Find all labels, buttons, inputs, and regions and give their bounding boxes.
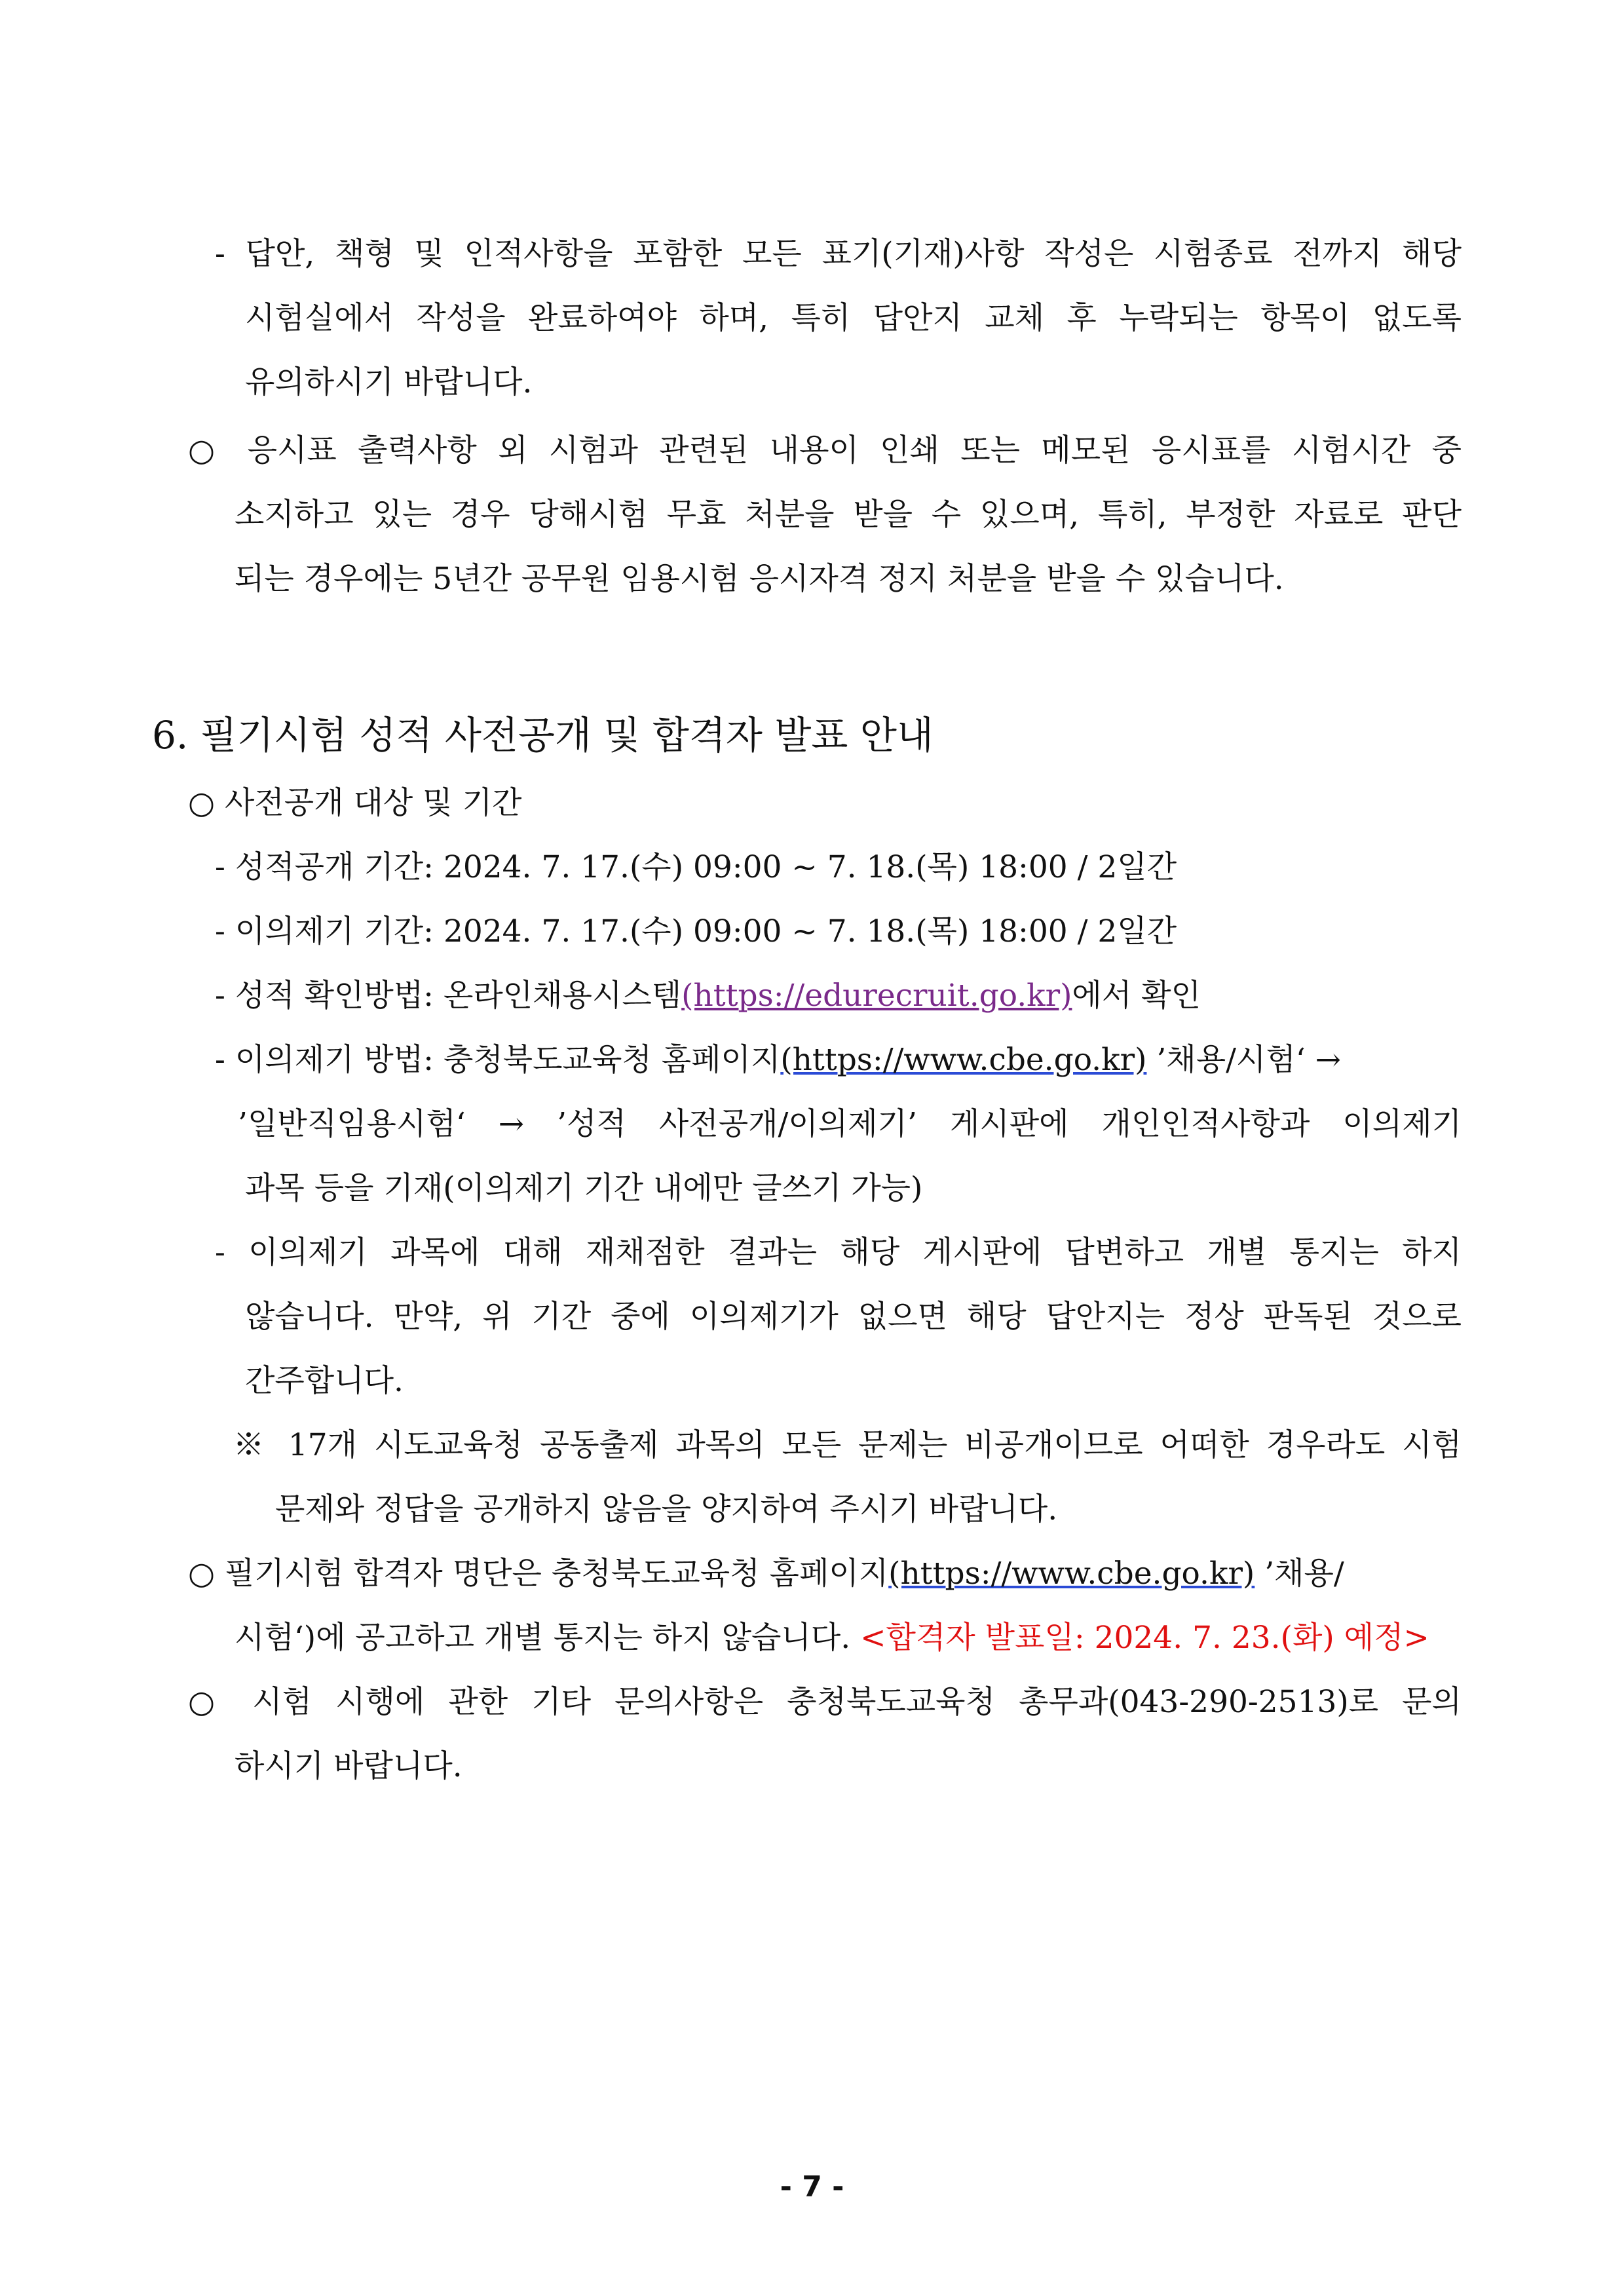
objection-result-line-1: - 이의제기 과목에 대해 재채점한 결과는 해당 게시판에 답변하고 개별 통지는 하지 [215, 1234, 1462, 1271]
objection-method-line-1 [215, 1041, 1341, 1080]
disclosure-target-title: ○ 사전공개 대상 및 기간 [188, 785, 522, 821]
score-check-method-suffix: 에서 확인 [1072, 978, 1201, 1014]
answer-sheet-note-line-3: 유의하시기 바랍니다. [245, 364, 533, 400]
non-disclosure-note-line-1: ※ 17개 시도교육청 공동출제 과목의 모든 문제는 비공개이므로 어떠한 경우라도 시험 [233, 1427, 1462, 1463]
answer-sheet-note-line-1: - 답안, 책형 및 인적사항을 포함한 모든 표기(기재)사항 작성은 시험종료 전까지 해당 [215, 236, 1462, 272]
objection-result-line-3: 간주합니다. [245, 1363, 404, 1399]
score-disclosure-period: - 성적공개 기간: 2024. 7. 17.(수) 09:00 ~ 7. 18.(목) 18:00 / 2일간 [215, 849, 1177, 885]
pass-list-path: ’채용/ [1255, 1556, 1344, 1592]
announcement-date: <합격자 발표일: 2024. 7. 23.(화) 예정> [860, 1620, 1429, 1656]
pass-list-label: ○ 필기시험 합격자 명단은 충청북도교육청 홈페이지 [188, 1556, 889, 1592]
inquiry-line-1: ○ 시험 시행에 관한 기타 문의사항은 충청북도교육청 총무과(043-290-2513)로 문의 [188, 1684, 1462, 1720]
admission-ticket-note-line-1: ○ 응시표 출력사항 외 시험과 관련된 내용이 인쇄 또는 메모된 응시표를 시험시간 중 [188, 432, 1462, 469]
objection-result-line-2: 않습니다. 만약, 위 기간 중에 이의제기가 없으면 해당 답안지는 정상 판독된 것으로 [245, 1299, 1462, 1335]
non-disclosure-note-line-2: 문제와 정답을 공개하지 않음을 양지하여 주시기 바랍니다. [275, 1491, 1058, 1527]
admission-ticket-note-line-3: 되는 경우에는 5년간 공무원 임용시험 응시자격 정지 처분을 받을 수 있습니다. [235, 561, 1284, 597]
pass-list-notice: 시험‘)에 공고하고 개별 통지는 하지 않습니다. [235, 1620, 861, 1656]
cbe-homepage-link[interactable]: (https://www.cbe.go.kr) [780, 1042, 1147, 1078]
pass-list-line-2 [235, 1618, 1429, 1658]
pass-list-line-1 [188, 1554, 1344, 1594]
admission-ticket-note-line-2: 소지하고 있는 경우 당해시험 무효 처분을 받을 수 있으며, 특히, 부정한 자료로 판단 [235, 497, 1462, 533]
inquiry-line-2: 하시기 바랍니다. [235, 1748, 463, 1784]
section-6-heading: 6. 필기시험 성적 사전공개 및 합격자 발표 안내 [152, 713, 934, 757]
objection-method-path: ’채용/시험‘ → [1146, 1042, 1341, 1078]
score-check-method-label: - 성적 확인방법: 온라인채용시스템 [215, 978, 682, 1014]
page-number: - 7 - [780, 2170, 844, 2204]
objection-method-line-3: 과목 등을 기재(이의제기 기간 내에만 글쓰기 가능) [245, 1170, 923, 1206]
objection-period: - 이의제기 기간: 2024. 7. 17.(수) 09:00 ~ 7. 18.(목) 18:00 / 2일간 [215, 913, 1177, 949]
score-check-method [215, 976, 1201, 1016]
cbe-homepage-link-2[interactable]: (https://www.cbe.go.kr) [888, 1556, 1255, 1592]
answer-sheet-note-line-2: 시험실에서 작성을 완료하여야 하며, 특히 답안지 교체 후 누락되는 항목이 없도록 [245, 300, 1462, 336]
objection-method-line-2: ’일반직임용시험‘ → ’성적 사전공개/이의제기’ 게시판에 개인인적사항과 이의제기 [238, 1106, 1462, 1142]
edurecruit-link[interactable]: (https://edurecruit.go.kr) [681, 978, 1072, 1014]
objection-method-label: - 이의제기 방법: 충청북도교육청 홈페이지 [215, 1042, 781, 1078]
